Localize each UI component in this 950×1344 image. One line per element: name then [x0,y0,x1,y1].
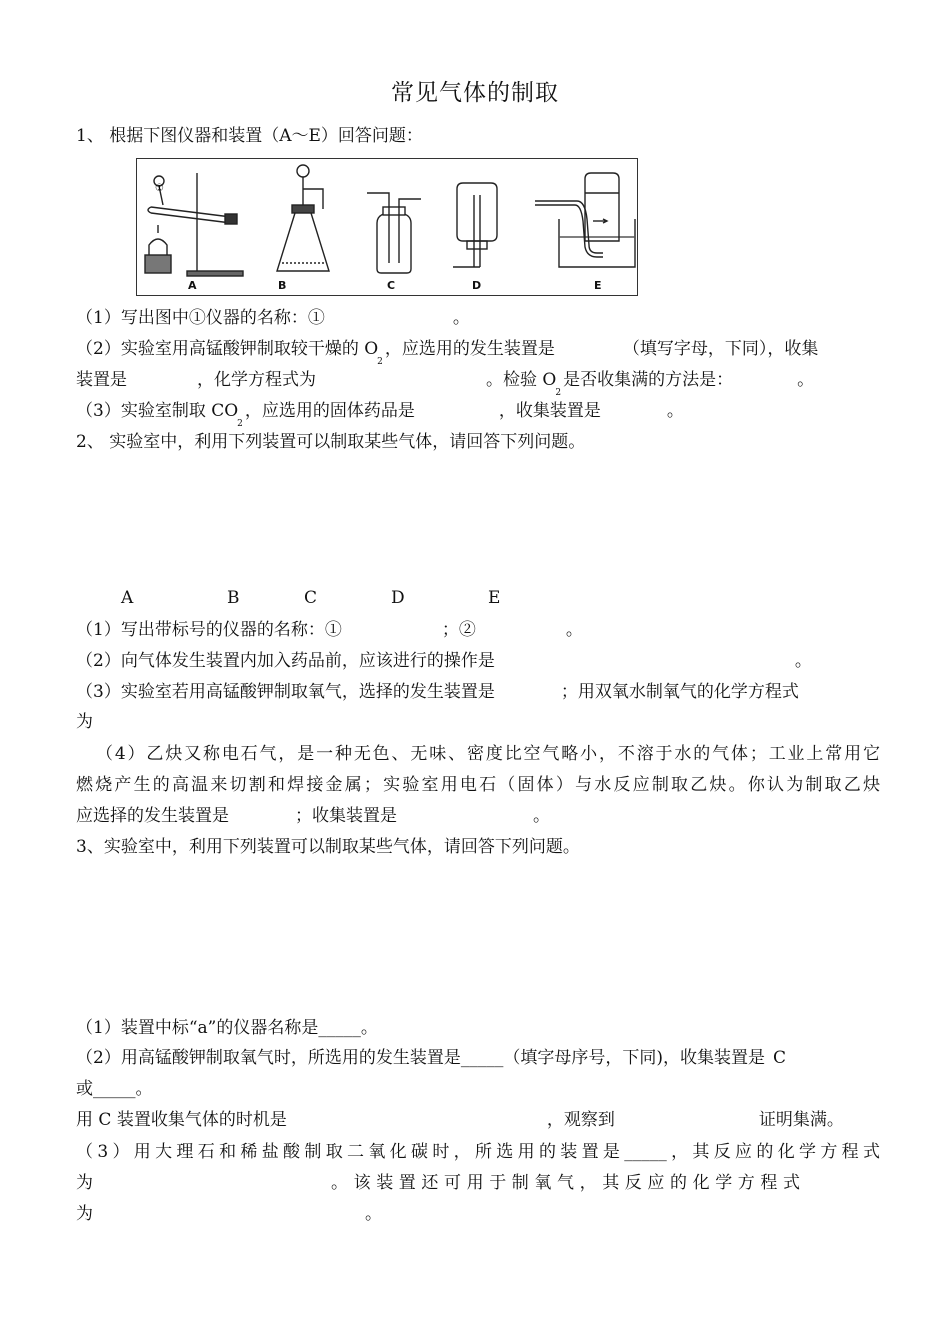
apparatus-figure [136,158,638,296]
apparatus-drawing [137,159,637,295]
figure-label-c: C [387,279,396,292]
figure-label-d: D [472,279,482,292]
q1-part3: （3）实验室制取 $CO_2$，应选用的固体药品是 ，收集装置是 。 [76,401,684,429]
q1-part1: （1）写出图中①仪器的名称：① 。 [76,308,470,328]
q2-part4-line1: （4）乙炔又称电石气，是一种无色、无味、密度比空气略小，不溶于水的气体；工业上常用它 [96,744,880,764]
q2-label-c: C [304,588,318,608]
q2-part4-line2: 燃烧产生的高温来切割和焊接金属；实验室用电石（固体）与水反应制取乙炔。你认为制取乙炔 [76,775,880,795]
figure-label-e: E [594,279,602,292]
q3-part2-line2: 或_____。 [76,1079,153,1099]
q2-label-a: A [121,588,134,608]
lamp-block [145,255,171,273]
q1-stem: 1、 根据下图仪器和装置（A～E）回答问题： [76,126,423,146]
q3-part2-line3: 用 C 装置收集气体的时机是 ，观察到 证明集满。 [76,1110,844,1130]
q3-stem: 3、实验室中，利用下列装置可以制取某些气体，请回答下列问题。 [76,837,580,857]
q3-part3-line3: 为 。 [76,1204,382,1224]
circle-one-label: ① [155,183,164,194]
q2-stem: 2、 实验室中，利用下列装置可以制取某些气体，请回答下列问题。 [76,432,586,452]
figure-label-a: A [188,279,197,292]
q1-part2-line1: （2）实验室用高锰酸钾制取较干燥的 $O_2$，应选用的发生装置是 （填写字母，下同），收集 [76,339,819,367]
q3-part2-line1: （2）用高锰酸钾制取氧气时，所选用的发生装置是_____（填字母序号，下同)，收集装置是 C [76,1048,786,1068]
q2-part3-line1: （3）实验室若用高锰酸钾制取氧气，选择的发生装置是 ；用双氧水制氧气的化学方程式 [76,682,799,702]
figure-label-b: B [278,279,287,292]
q3-part3-line1: （3）用大理石和稀盐酸制取二氧化碳时，所选用的装置是_____，其反应的化学方程式 [76,1142,880,1162]
q2-label-e: E [488,588,501,608]
q2-part4-line3: 应选择的发生装置是 ；收集装置是 。 [76,806,550,826]
q3-part3-line2: 为 。该装置还可用于制氧气，其反应的化学方程式 [76,1173,806,1193]
q2-device-labels [0,588,950,612]
q2-part2: （2）向气体发生装置内加入药品前，应该进行的操作是 。 [76,651,812,671]
q2-part1: （1）写出带标号的仪器的名称：① ；② 。 [76,620,583,640]
page-title: 常见气体的制取 [391,80,559,106]
q3-part1: （1）装置中标“a”的仪器名称是_____。 [76,1018,378,1038]
q1-part2-line2: 装置是 ，化学方程式为 。检验 $O_2$是否收集满的方法是： 。 [76,370,815,398]
q2-part3-line2: 为 [76,712,93,732]
q2-label-d: D [391,588,405,608]
q2-label-b: B [227,588,240,608]
